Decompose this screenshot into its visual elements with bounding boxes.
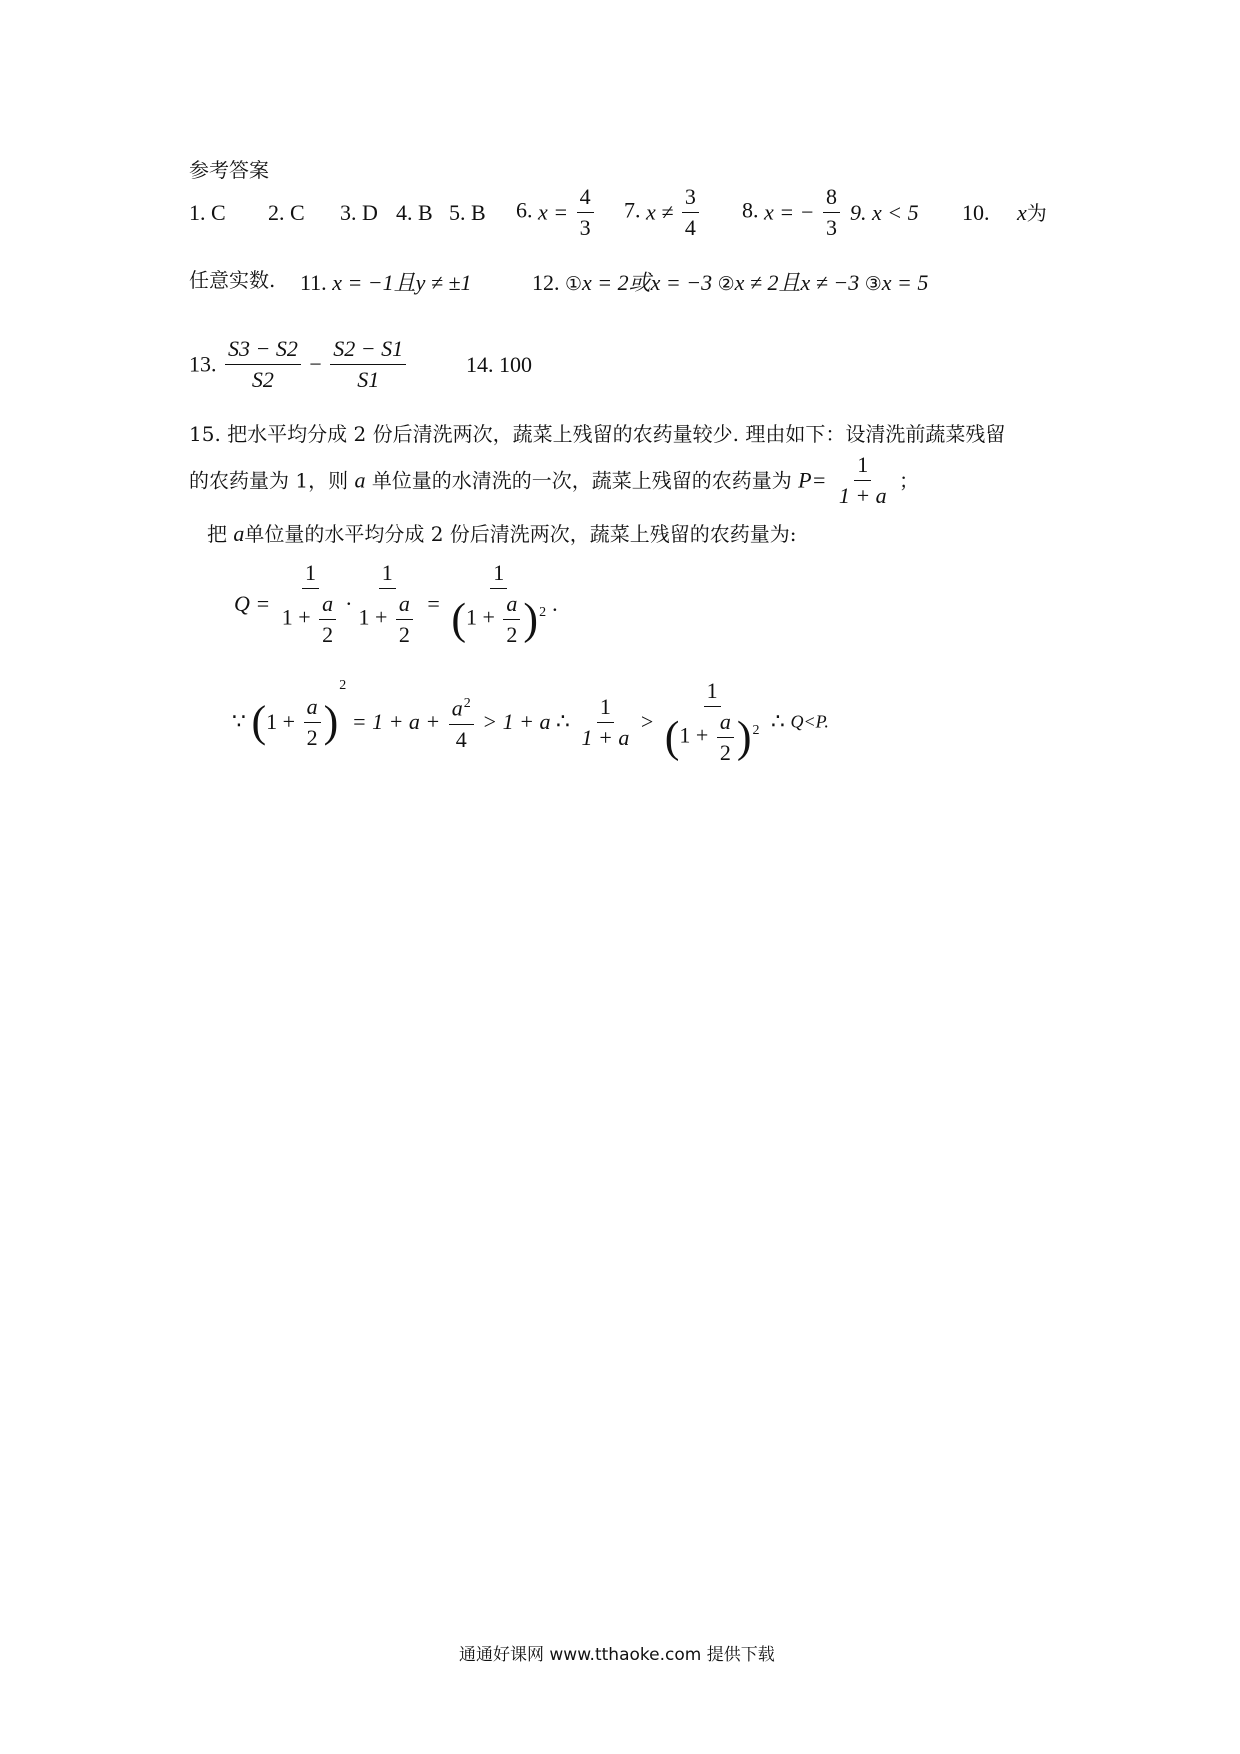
answer-7-fraction: $\frac{3}{4}$ [682,184,699,241]
p-fraction: $\frac{1}{1 + a}$ [838,452,887,508]
answer-13: 13. $\frac{S3 - S2}{S2}$ − $\frac{S2 - S1}{S1}$ [189,336,409,393]
answer-3: 3. D [340,200,378,225]
answer-heading: 参考答案 [189,158,269,182]
page-footer: 通通好课网 www.tthaoke.com 提供下载 [459,1645,775,1665]
answer-14: 14. 100 [466,352,532,377]
answer-11: 11. x = −1且y ≠ ±1 [300,270,472,295]
answer-13-fraction-1: $\frac{S3 - S2}{S2}$ [225,336,301,393]
answer-9: 9. x < 5 [850,200,919,225]
answer-10: 10. x为 [962,200,1047,225]
answer-15-line-1: 15. 把水平均分成 2 份后清洗两次，蔬菜上残留的农药量较少. 理由如下：设清洗前蔬菜残留 [189,422,1006,446]
answer-6: 6. x = $\frac{4}{3}$ [516,184,597,241]
answer-12: 12. ①x = 2或x = −3 ②x ≠ 2且x ≠ −3 ③x = 5 [532,270,929,295]
q-fraction-1: 1 1 + $\frac{a}{2}$ [279,560,342,648]
answer-7: 7. x ≠ $\frac{3}{4}$ [624,184,702,241]
answer-13-fraction-2: $\frac{S2 - S1}{S1}$ [330,336,406,393]
q-fraction-3: 1 (1 + $\frac{a}{2}$ )$^2$ [451,560,547,647]
answer-15-line-2: 的农药量为 1，则 a 单位量的水清洗的一次，蔬菜上残留的农药量为 P= $\frac{1}{1 + a}$ ； [189,452,920,508]
answer-15-line-3: 把 a单位量的水平均分成 2 份后清洗两次，蔬菜上残留的农药量为: [207,521,797,546]
answer-8: 8. x = − $\frac{8}{3}$ [742,184,843,241]
answer-8-fraction: $\frac{8}{3}$ [823,184,840,241]
answer-4: 4. B [396,200,433,225]
q-fraction-2: 1 1 + $\frac{a}{2}$ [355,560,418,648]
q-equation: Q = 1 1 + $\frac{a}{2}$ · 1 1 + $\frac{a}{2}$ = 1 (1 + $\frac{a}{2}$ )$^2$ . [234,560,558,647]
answer-6-fraction: $\frac{4}{3}$ [577,184,594,241]
answer-10-continued: 任意实数. [189,268,276,292]
answer-1: 1. C [189,200,226,225]
answer-5: 5. B [449,200,486,225]
answer-2: 2. C [268,200,305,225]
inequality-proof: ∵ (1 + $\frac{a}{2}$ )$^2$ = 1 + a + $\frac{a^2}{4}$ > 1 + a ∴ $\frac{1}{1 + a}$ > 1 (1 + $\frac{a}{2}$ )$^2$ ∴ Q<P. [232,678,829,765]
